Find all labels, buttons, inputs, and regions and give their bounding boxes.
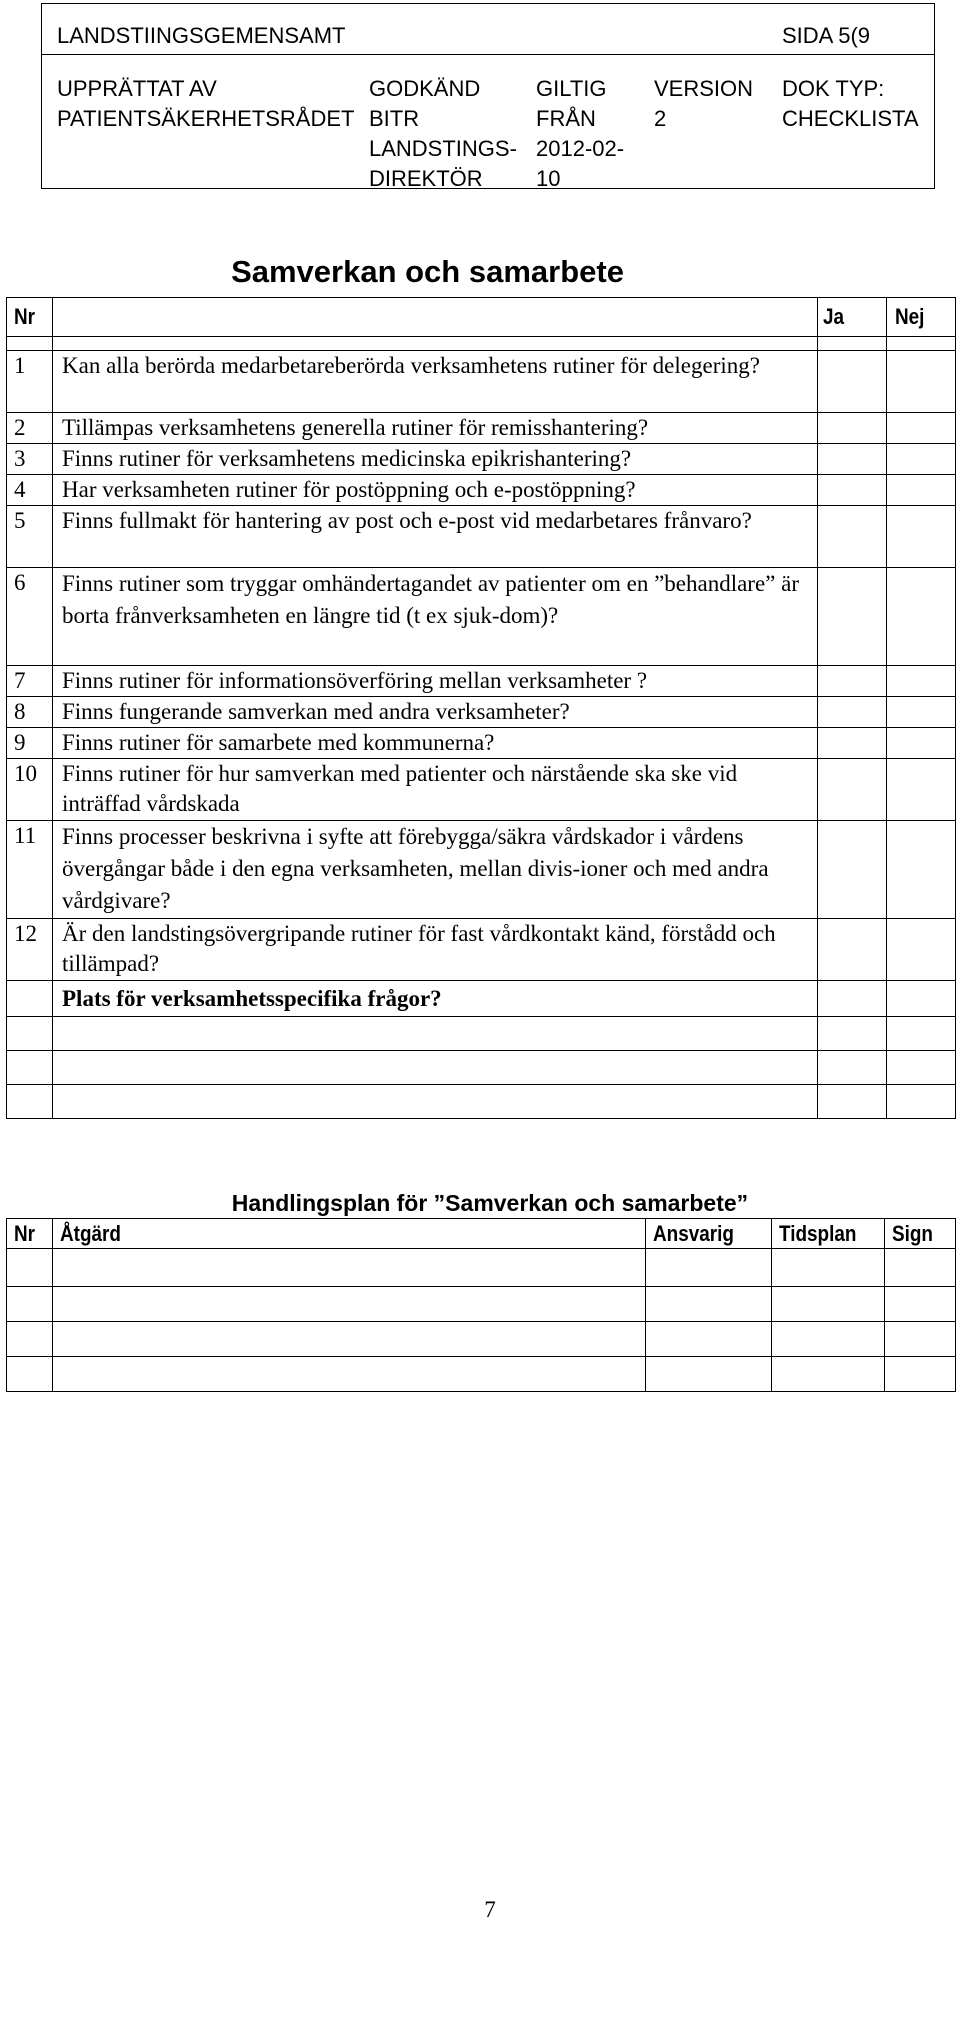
no-checkbox-cell[interactable] — [887, 1051, 956, 1085]
row-number-text: 4 — [14, 477, 26, 502]
table-row — [7, 506, 956, 568]
row-question-text: Finns rutiner för hur samverkan med patienter och närstående ska ske vid inträffad vårdskada — [62, 761, 738, 816]
column-header-question — [53, 298, 818, 337]
header-text: Nej — [895, 304, 925, 329]
row-number — [7, 697, 53, 728]
row-question-text: Finns rutiner för samarbete med kommunerna? — [62, 730, 495, 755]
responsible-cell[interactable] — [646, 1322, 772, 1357]
no-checkbox-cell[interactable] — [887, 821, 956, 919]
nr-cell[interactable] — [7, 1287, 53, 1322]
responsible-cell[interactable] — [646, 1287, 772, 1322]
column-header-nr — [7, 1219, 53, 1249]
action-plan-title: Handlingsplan för ”Samverkan och samarbete” — [231, 1190, 749, 1216]
row-question-text: Tillämpas verksamhetens generella rutiner för remisshantering? — [62, 415, 649, 440]
column-header-yes — [818, 298, 887, 337]
row-question — [53, 919, 818, 981]
custom-question-cell[interactable] — [53, 1017, 818, 1051]
schedule-cell[interactable] — [772, 1357, 885, 1392]
header-text: Sign — [892, 1220, 933, 1246]
nr-cell[interactable] — [7, 1357, 53, 1392]
action-cell[interactable] — [53, 1322, 646, 1357]
column-header-no — [887, 298, 956, 337]
schedule-cell[interactable] — [772, 1287, 885, 1322]
custom-question-cell[interactable] — [53, 1051, 818, 1085]
header-field-approved — [369, 74, 529, 194]
row-question — [53, 475, 818, 506]
yes-checkbox-cell[interactable] — [818, 1051, 887, 1085]
row-question-text: Finns rutiner för informationsöverföring mellan verksamheter ? — [62, 668, 648, 693]
row-question-text: Finns processer beskrivna i syfte att förebygga/säkra vårdskador i vårdens övergångar både i den egna verksamheten, mellan divis-ioner och med andra vårdgivare? — [62, 824, 769, 913]
no-checkbox-cell[interactable] — [887, 666, 956, 697]
header-text: Ja — [823, 304, 845, 329]
yes-checkbox-cell[interactable] — [818, 697, 887, 728]
row-number-text: 5 — [14, 508, 26, 533]
header-text: Åtgärd — [60, 1220, 121, 1246]
row-number — [7, 821, 53, 919]
organization-name: LANDSTIINGSGEMENSAMT — [57, 23, 346, 48]
row-number-text: 10 — [14, 761, 37, 786]
row-question — [53, 506, 818, 568]
row-question — [53, 728, 818, 759]
table-row — [7, 919, 956, 981]
row-question-text: Har verksamheten rutiner för postöppning och e-postöppning? — [62, 477, 636, 502]
yes-checkbox-cell[interactable] — [818, 759, 887, 821]
sign-cell[interactable] — [885, 1322, 956, 1357]
yes-checkbox-cell[interactable] — [818, 919, 887, 981]
action-cell[interactable] — [53, 1287, 646, 1322]
column-header-schedule — [772, 1219, 885, 1249]
row-question — [53, 666, 818, 697]
row-number-text: 11 — [14, 823, 37, 848]
row-number — [7, 759, 53, 821]
action-cell[interactable] — [53, 1249, 646, 1287]
header-field-text: DOK TYP: CHECKLISTA — [782, 76, 919, 131]
yes-checkbox-cell[interactable] — [818, 728, 887, 759]
column-header-responsible — [646, 1219, 772, 1249]
table-row — [7, 444, 956, 475]
sign-cell[interactable] — [885, 1287, 956, 1322]
no-checkbox-cell[interactable] — [887, 351, 956, 413]
action-plan-header-row — [7, 1219, 956, 1249]
column-header-sign — [885, 1219, 956, 1249]
schedule-cell[interactable] — [772, 1249, 885, 1287]
row-number — [7, 666, 53, 697]
no-checkbox-cell[interactable] — [887, 919, 956, 981]
yes-checkbox-cell[interactable] — [818, 981, 887, 1017]
row-number-text: 6 — [14, 570, 26, 595]
checklist-header-row — [7, 298, 956, 337]
row-question — [53, 413, 818, 444]
row-number — [7, 1051, 53, 1085]
header-text: Tidsplan — [779, 1220, 857, 1246]
yes-checkbox-cell[interactable] — [818, 821, 887, 919]
row-number-text: 1 — [14, 353, 26, 378]
no-checkbox-cell[interactable] — [887, 981, 956, 1017]
yes-checkbox-cell[interactable] — [818, 506, 887, 568]
yes-checkbox-cell[interactable] — [818, 444, 887, 475]
table-row — [7, 1017, 956, 1051]
no-checkbox-cell[interactable] — [887, 506, 956, 568]
table-row — [7, 728, 956, 759]
yes-checkbox-cell[interactable] — [818, 666, 887, 697]
yes-checkbox-cell[interactable] — [818, 568, 887, 666]
action-cell[interactable] — [53, 1357, 646, 1392]
specific-questions-row — [7, 981, 956, 1017]
row-number — [7, 1085, 53, 1119]
nr-cell[interactable] — [7, 1322, 53, 1357]
action-plan-table — [6, 1218, 956, 1392]
yes-checkbox-cell[interactable] — [818, 413, 887, 444]
row-question-text: Är den landstingsövergripande rutiner för fast vårdkontakt känd, förstådd och tillämpad? — [62, 921, 776, 976]
row-number — [7, 475, 53, 506]
table-row — [7, 759, 956, 821]
row-question — [53, 697, 818, 728]
yes-checkbox-cell[interactable] — [818, 351, 887, 413]
table-row — [7, 821, 956, 919]
no-checkbox-cell[interactable] — [887, 697, 956, 728]
checklist-spacer-row — [7, 337, 956, 351]
page-reference: SIDA 5(9 — [782, 23, 871, 48]
document-title: Samverkan och samarbete — [231, 254, 624, 289]
row-number — [7, 981, 53, 1017]
table-row — [7, 666, 956, 697]
row-number — [7, 568, 53, 666]
header-field-text: VERSION 2 — [654, 76, 754, 131]
row-number-text: 12 — [14, 921, 37, 946]
row-question — [53, 568, 818, 666]
header-text: Ansvarig — [653, 1220, 734, 1246]
row-question — [53, 351, 818, 413]
row-number-text: 9 — [14, 730, 26, 755]
row-question-text: Finns rutiner för verksamhetens medicinska epikrishantering? — [62, 446, 632, 471]
header-field-valid-from — [536, 74, 646, 194]
row-number — [7, 413, 53, 444]
column-header-nr — [7, 298, 53, 337]
no-checkbox-cell[interactable] — [887, 728, 956, 759]
header-field-created-by — [57, 74, 355, 134]
row-question-text: Finns rutiner som tryggar omhändertagandet av patienter om en ”behandlare” är borta frånverksamheten en längre tid (t ex sjuk-dom)? — [62, 571, 799, 628]
row-number — [7, 728, 53, 759]
sign-cell[interactable] — [885, 1357, 956, 1392]
table-row — [7, 1249, 956, 1287]
row-number-text: 7 — [14, 668, 26, 693]
row-question — [53, 981, 818, 1017]
row-question — [53, 821, 818, 919]
row-number — [7, 506, 53, 568]
header-field-text: GILTIG FRÅN 2012-02- 10 — [536, 76, 625, 191]
no-checkbox-cell[interactable] — [887, 444, 956, 475]
row-number-text: 8 — [14, 699, 26, 724]
responsible-cell[interactable] — [646, 1249, 772, 1287]
header-top-row — [42, 4, 934, 55]
row-number — [7, 444, 53, 475]
header-field-version — [654, 74, 764, 134]
row-question-text: Finns fungerande samverkan med andra verksamheter? — [62, 699, 570, 724]
column-header-action — [53, 1219, 646, 1249]
row-number — [7, 1017, 53, 1051]
nr-cell[interactable] — [7, 1249, 53, 1287]
no-checkbox-cell[interactable] — [887, 568, 956, 666]
row-question — [53, 444, 818, 475]
header-text: Nr — [14, 1220, 36, 1246]
checklist-table — [6, 297, 956, 1119]
table-row — [7, 413, 956, 444]
yes-checkbox-cell[interactable] — [818, 475, 887, 506]
header-field-doc-type — [782, 74, 932, 134]
custom-question-cell[interactable] — [53, 1085, 818, 1119]
table-row — [7, 1051, 956, 1085]
yes-checkbox-cell[interactable] — [818, 1017, 887, 1051]
header-field-text: GODKÄND BITR LANDSTINGS- DIREKTÖR — [369, 76, 517, 191]
yes-checkbox-cell[interactable] — [818, 1085, 887, 1119]
table-row — [7, 1322, 956, 1357]
table-row — [7, 1357, 956, 1392]
row-question-text: Finns fullmakt för hantering av post och e-post vid medarbetares frånvaro? — [62, 508, 752, 533]
page-number: 7 — [484, 1897, 496, 1922]
responsible-cell[interactable] — [646, 1357, 772, 1392]
table-row — [7, 568, 956, 666]
header-field-text: UPPRÄTTAT AV PATIENTSÄKERHETSRÅDET — [57, 76, 355, 131]
row-number — [7, 351, 53, 413]
document-header — [41, 3, 935, 189]
header-text: Nr — [14, 304, 36, 329]
table-row — [7, 475, 956, 506]
row-number-text: 2 — [14, 415, 26, 440]
row-question — [53, 759, 818, 821]
table-row — [7, 697, 956, 728]
table-row — [7, 1085, 956, 1119]
specific-questions-label: Plats för verksamhetsspecifika frågor? — [62, 985, 442, 1011]
no-checkbox-cell[interactable] — [887, 1017, 956, 1051]
no-checkbox-cell[interactable] — [887, 413, 956, 444]
no-checkbox-cell[interactable] — [887, 475, 956, 506]
row-number — [7, 919, 53, 981]
table-row — [7, 1287, 956, 1322]
row-question-text: Kan alla berörda medarbetareberörda verksamhetens rutiner för delegering? — [62, 353, 760, 378]
no-checkbox-cell[interactable] — [887, 1085, 956, 1119]
sign-cell[interactable] — [885, 1249, 956, 1287]
no-checkbox-cell[interactable] — [887, 759, 956, 821]
schedule-cell[interactable] — [772, 1322, 885, 1357]
row-number-text: 3 — [14, 446, 26, 471]
table-row — [7, 351, 956, 413]
